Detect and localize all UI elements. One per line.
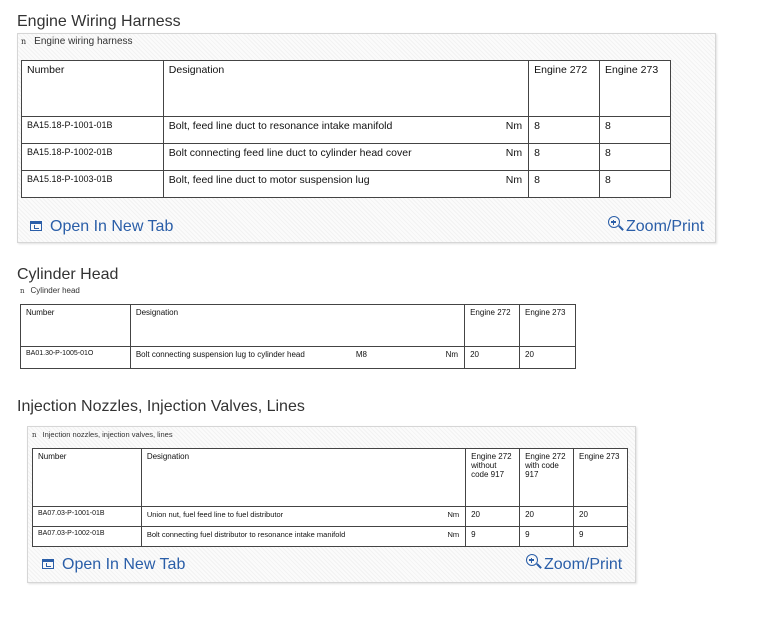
table-header-row xyxy=(21,305,576,347)
section-title-engine-wiring-harness: Engine Wiring Harness xyxy=(17,13,181,30)
row-value-engine-273: 8 xyxy=(600,144,671,171)
table-row xyxy=(21,347,576,369)
row-number: BA15.18-P-1001-01B xyxy=(22,117,164,144)
table-header-row xyxy=(22,61,671,117)
spec-table-cylinder-head xyxy=(20,304,576,369)
table-row xyxy=(33,507,628,527)
zoom-magnifier-icon xyxy=(608,216,624,232)
caption-text: Engine wiring harness xyxy=(34,36,133,47)
row-unit: Nm xyxy=(445,350,459,359)
row-value-engine-272: 8 xyxy=(529,144,600,171)
table-caption xyxy=(32,430,173,439)
header-engine-273: Engine 273 xyxy=(600,61,671,117)
row-value-engine-272: 8 xyxy=(529,117,600,144)
open-in-new-tab-label: Open In New Tab xyxy=(62,556,186,573)
row-value-engine-272: 20 xyxy=(465,347,520,369)
spec-table-engine-wiring-harness xyxy=(21,60,671,198)
row-unit: Nm xyxy=(447,530,460,539)
row-designation-text: Bolt, feed line duct to resonance intake manifold xyxy=(168,120,393,132)
header-number: Number xyxy=(22,61,164,117)
zoom-print-link[interactable] xyxy=(608,216,704,236)
table-row xyxy=(22,171,671,198)
header-engine-272: Engine 272 xyxy=(465,305,520,347)
row-value-col2: 20 xyxy=(520,507,574,527)
row-unit: Nm xyxy=(447,510,460,519)
row-designation xyxy=(141,527,465,547)
row-value-engine-272: 8 xyxy=(529,171,600,198)
row-thread-spec: M8 xyxy=(355,350,367,359)
open-in-new-tab-link[interactable] xyxy=(30,218,173,236)
caption-bullet: n xyxy=(21,37,27,46)
row-unit: Nm xyxy=(505,174,523,186)
row-designation-text: Bolt connecting feed line duct to cylinder head cover xyxy=(168,147,412,159)
caption-bullet: n xyxy=(20,287,25,295)
table-caption xyxy=(21,36,133,47)
row-designation-text: Bolt connecting suspension lug to cylinder head xyxy=(135,350,305,359)
row-unit: Nm xyxy=(505,120,523,132)
row-designation xyxy=(130,347,464,369)
spec-table-injection-nozzles xyxy=(32,448,628,547)
open-in-new-tab-label: Open In New Tab xyxy=(50,218,174,235)
row-value-col3: 20 xyxy=(574,507,628,527)
zoom-print-label: Zoom/Print xyxy=(626,218,705,235)
zoom-print-label: Zoom/Print xyxy=(544,556,623,573)
row-designation-text: Bolt, feed line duct to motor suspension lug xyxy=(168,174,370,186)
table-row xyxy=(22,117,671,144)
table-caption xyxy=(20,286,80,295)
image-cylinder-head xyxy=(17,285,577,375)
header-engine-273: Engine 273 xyxy=(520,305,576,347)
row-number: BA15.18-P-1003-01B xyxy=(22,171,164,198)
section-title-cylinder-head: Cylinder Head xyxy=(17,266,119,283)
open-in-new-tab-link[interactable] xyxy=(42,556,185,574)
row-designation-text: Bolt connecting fuel distributor to resonance intake manifold xyxy=(146,530,346,539)
open-new-tab-icon xyxy=(42,559,54,569)
caption-text: Cylinder head xyxy=(30,286,80,295)
open-new-tab-icon xyxy=(30,221,42,231)
row-unit: Nm xyxy=(505,147,523,159)
row-value-engine-273: 8 xyxy=(600,171,671,198)
header-designation: Designation xyxy=(141,449,465,507)
row-designation-text: Union nut, fuel feed line to fuel distributor xyxy=(146,510,284,519)
row-designation xyxy=(163,144,528,171)
row-value-col2: 9 xyxy=(520,527,574,547)
row-designation xyxy=(141,507,465,527)
header-designation: Designation xyxy=(130,305,464,347)
row-value-col3: 9 xyxy=(574,527,628,547)
zoom-print-link[interactable] xyxy=(526,554,622,574)
table-header-row xyxy=(33,449,628,507)
row-number: BA01.30-P-1005-01O xyxy=(21,347,131,369)
row-value-engine-273: 20 xyxy=(520,347,576,369)
image-panel-engine-wiring-harness xyxy=(17,33,716,243)
header-engine-272-without-917: Engine 272 without code 917 xyxy=(466,449,520,507)
table-row xyxy=(22,144,671,171)
row-number: BA07.03-P-1001-01B xyxy=(33,507,142,527)
row-value-engine-273: 8 xyxy=(600,117,671,144)
table-row xyxy=(33,527,628,547)
caption-bullet: n xyxy=(32,431,37,439)
header-number: Number xyxy=(33,449,142,507)
header-engine-272-with-917: Engine 272 with code 917 xyxy=(520,449,574,507)
header-engine-272: Engine 272 xyxy=(529,61,600,117)
image-panel-injection-nozzles xyxy=(27,426,636,583)
row-value-col1: 9 xyxy=(466,527,520,547)
row-number: BA07.03-P-1002-01B xyxy=(33,527,142,547)
header-engine-273: Engine 273 xyxy=(574,449,628,507)
section-title-injection-nozzles: Injection Nozzles, Injection Valves, Lines xyxy=(17,398,305,415)
row-designation xyxy=(163,117,528,144)
header-designation: Designation xyxy=(163,61,528,117)
row-value-col1: 20 xyxy=(466,507,520,527)
caption-text: Injection nozzles, injection valves, lines xyxy=(42,430,173,439)
row-designation xyxy=(163,171,528,198)
row-number: BA15.18-P-1002-01B xyxy=(22,144,164,171)
header-number: Number xyxy=(21,305,131,347)
zoom-magnifier-icon xyxy=(526,554,542,570)
